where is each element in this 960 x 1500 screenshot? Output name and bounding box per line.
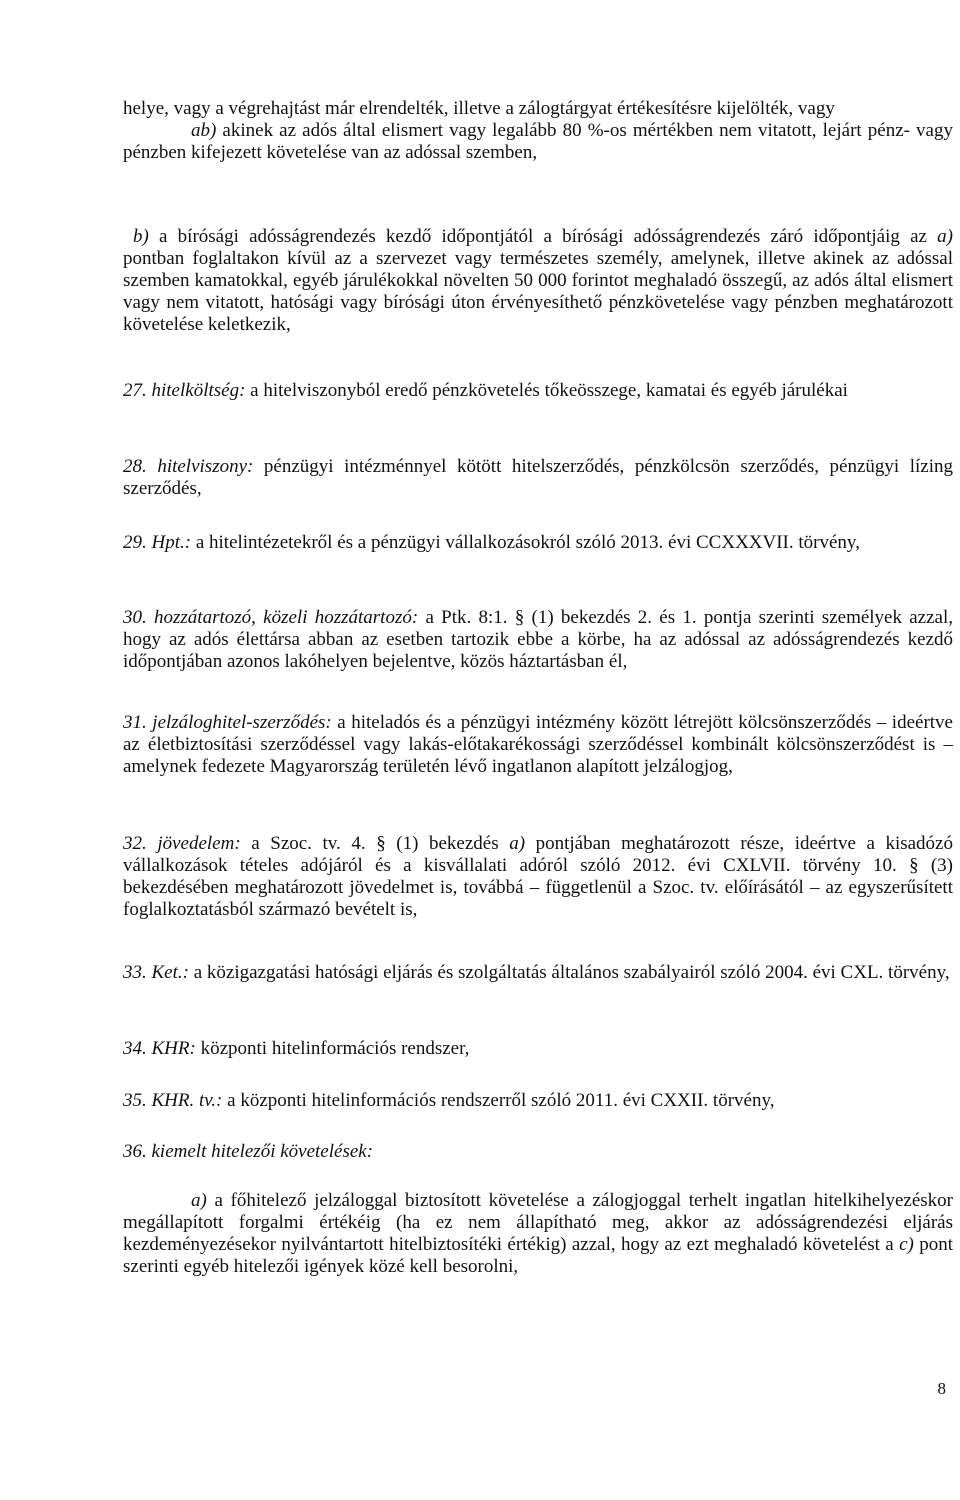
definition-31 xyxy=(123,712,953,778)
point-text: a bírósági adósságrendezés kezdő időpontjától a bírósági adósságrendezés záró időpontjáig az xyxy=(148,226,938,247)
definition-term: hozzátartozó, közeli hozzátartozó: xyxy=(154,607,419,628)
definition-term: jelzáloghitel-szerződés: xyxy=(152,712,332,733)
point-text: a főhitelező jelzáloggal biztosított követelése a zálogjoggal terhelt ingatlan hitelkihelyezéskor megállapított forgalmi értékéig (ha ez nem állapítható meg, akkor az adósságrendezési eljárás kezdeményezésekor nyilvántartott hitelbiztosítéki értékig) azzal, hogy az ezt meghaladó követelést a xyxy=(123,1190,953,1255)
definition-number: 34. xyxy=(123,1038,147,1059)
definition-text: a hitelviszonyból eredő pénzkövetelés tőkeösszege, kamatai és egyéb járulékai xyxy=(245,380,848,401)
definition-number: 27. xyxy=(123,380,147,401)
paragraph-b xyxy=(123,226,953,336)
definition-term: jövedelem: xyxy=(157,833,241,854)
subpoint-ab xyxy=(123,120,953,164)
definition-term: Hpt.: xyxy=(151,532,192,553)
definition-reference: a) xyxy=(509,833,526,854)
definition-term: KHR: xyxy=(151,1038,196,1059)
page-number: 8 xyxy=(937,1379,946,1398)
definition-term: KHR. tv.: xyxy=(151,1090,223,1111)
paragraph-a-continuation xyxy=(123,98,953,164)
point-reference: a) xyxy=(937,226,953,247)
definition-35 xyxy=(123,1090,953,1112)
point-reference: c) xyxy=(899,1234,914,1255)
definition-text: a Szoc. tv. 4. § (1) bekezdés xyxy=(240,833,510,854)
definition-number: 29. xyxy=(123,532,147,553)
definition-term: hitelviszony: xyxy=(157,456,254,477)
paragraph-line: helye, vagy a végrehajtást már elrendelték, illetve a zálogtárgyat értékesítésre kijelölték, vagy xyxy=(123,98,835,119)
point-text: pontban foglaltakon kívül az a szervezet vagy természetes személy, amelynek, illetve akinek az adóssal szemben kamatokkal, egyéb járulékokkal növelten 50 000 forintot meghaladó összegű, az adós által elismert vagy nem vitatott, hatósági vagy bírósági úton érvényesíthető pénzkövetelése vagy pénzben meghatározott követelése keletkezik, xyxy=(123,248,953,335)
point-label: a) xyxy=(191,1190,207,1211)
definition-number: 33. xyxy=(123,962,147,983)
definition-29 xyxy=(123,532,953,554)
point-text: pont szerinti egyéb hitelezői igények közé kell besorolni, xyxy=(123,1234,953,1277)
definition-text: a közigazgatási hatósági eljárás és szolgáltatás általános szabályairól szóló 2004. évi CXL. törvény, xyxy=(188,962,950,983)
definition-number: 32. xyxy=(123,833,147,854)
definition-27 xyxy=(123,380,953,402)
definition-number: 28. xyxy=(123,456,147,477)
definition-text: pontjában meghatározott része, ideértve a kisadózó vállalkozások tételes adójáról és a kisvállalati adóról szóló 2012. évi CXLVII. törvény 10. § (3) bekezdésében meghatározott jövedelmet is, továbbá – függetlenül a Szoc. tv. előírásától – az egyszerűsített foglalkoztatásból származó bevételt is, xyxy=(123,833,953,920)
definition-text: a hitelintézetekről és a pénzügyi vállalkozásokról szóló 2013. évi CCXXXVII. törvény, xyxy=(191,532,860,553)
definition-30 xyxy=(123,607,953,673)
definition-33 xyxy=(123,962,953,984)
subpoint-text: akinek az adós által elismert vagy legalább 80 %-os mértékben nem vitatott, lejárt pénz- vagy pénzben kifejezett követelése van az adóssal szemben, xyxy=(123,120,953,163)
definition-number: 31. xyxy=(123,712,147,733)
definition-number: 35. xyxy=(123,1090,147,1111)
definition-term: Ket.: xyxy=(151,962,189,983)
definition-36 xyxy=(123,1141,953,1163)
subpoint-label: ab) xyxy=(191,120,217,141)
definition-text: a Ptk. 8:1. § (1) bekezdés 2. és 1. pontja szerinti személyek azzal, hogy az adós élettársa abban az esetben tartozik ebbe a körbe, ha az adóssal az adósságrendezés kezdő időpontjában azonos lakóhelyen bejelentve, közös háztartásban él, xyxy=(123,607,954,672)
definition-36-point-a xyxy=(123,1190,953,1278)
definition-text: pénzügyi intézménnyel kötött hitelszerződés, pénzkölcsön szerződés, pénzügyi lízing szerződés, xyxy=(123,456,953,499)
definition-term: hitelköltség: xyxy=(151,380,246,401)
point-label: b) xyxy=(133,226,149,247)
definition-term: kiemelt hitelezői követelések: xyxy=(151,1141,374,1162)
definition-number: 36. xyxy=(123,1141,147,1162)
definition-34 xyxy=(123,1038,953,1060)
definition-number: 30. xyxy=(123,607,147,628)
definition-text: a hiteladós és a pénzügyi intézmény között létrejött kölcsönszerződés – ideértve az életbiztosítási szerződéssel vagy lakás-előtakarékossági szerződéssel kombinált kölcsönszerződést is – amelynek fedezete Magyarország területén lévő ingatlanon alapított jelzálogjog, xyxy=(123,712,953,777)
definition-28 xyxy=(123,456,953,500)
definition-32 xyxy=(123,833,953,921)
definition-text: központi hitelinformációs rendszer, xyxy=(195,1038,470,1059)
definition-text: a központi hitelinformációs rendszerről szóló 2011. évi CXXII. törvény, xyxy=(222,1090,775,1111)
